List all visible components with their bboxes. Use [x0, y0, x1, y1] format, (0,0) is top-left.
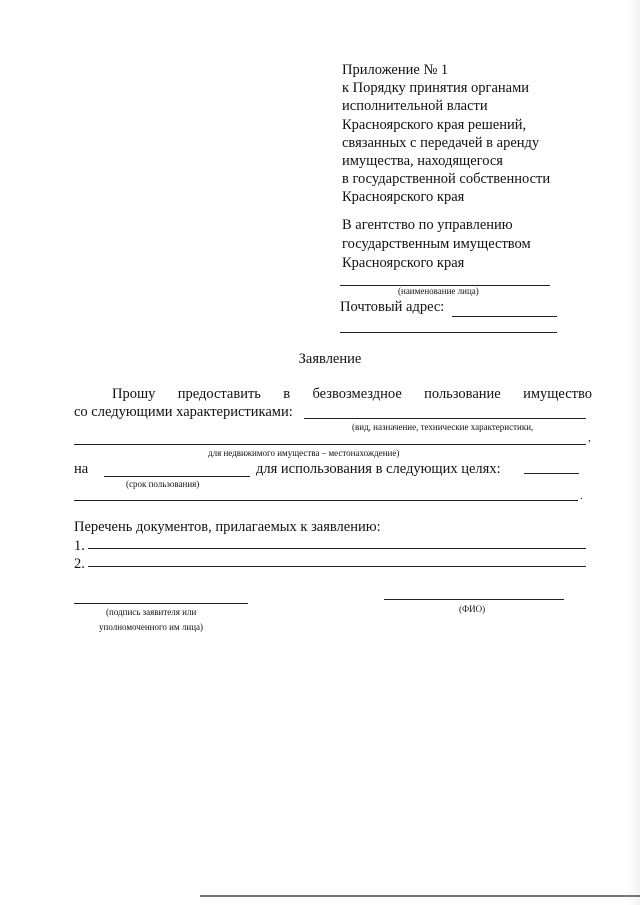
document-item-field-1[interactable]	[88, 548, 586, 549]
document-title: Заявление	[298, 351, 362, 367]
period-mark: .	[580, 490, 583, 502]
scan-bottom-edge	[200, 895, 640, 897]
appendix-line: исполнительной власти	[342, 98, 488, 115]
appendix-header	[342, 61, 550, 207]
fio-caption: (ФИО)	[459, 604, 486, 614]
document-item-field-2[interactable]	[88, 566, 586, 567]
characteristics-label: со следующими характеристиками:	[74, 404, 293, 420]
term-prefix: на	[74, 461, 89, 477]
scan-edge-shadow	[628, 0, 640, 905]
document-item-number: 1.	[74, 538, 85, 554]
appendix-line: имущества, находящегося	[342, 153, 503, 170]
document-item-number: 2.	[74, 556, 85, 572]
signature-field[interactable]	[74, 603, 248, 604]
postal-address-field[interactable]	[452, 316, 557, 317]
term-caption: (срок пользования)	[126, 479, 200, 489]
signature-caption: (подпись заявителя или	[106, 607, 197, 617]
request-word: в	[283, 386, 291, 402]
location-caption: для недвижимого имущества – местонахождение)	[208, 448, 400, 458]
purpose-field[interactable]	[524, 473, 579, 474]
addressee-line: Красноярского края	[342, 255, 465, 271]
request-word: пользование	[424, 386, 501, 402]
request-word: безвозмездное	[312, 386, 402, 402]
fio-field[interactable]	[384, 599, 564, 600]
characteristics-field-line2[interactable]	[74, 444, 586, 445]
appendix-line: Красноярского края	[342, 189, 465, 206]
characteristics-field[interactable]	[304, 418, 586, 419]
comma-mark: ,	[588, 432, 591, 444]
postal-address-field-line2[interactable]	[340, 332, 557, 333]
request-word: Прошу	[112, 386, 156, 402]
term-field[interactable]	[104, 476, 250, 477]
request-first-line	[112, 386, 592, 403]
appendix-line: к Порядку принятия органами	[342, 80, 530, 97]
request-word: предоставить	[177, 386, 261, 402]
purpose-label: для использования в следующих целях:	[256, 461, 501, 477]
applicant-name-caption: (наименование лица)	[398, 286, 479, 296]
request-word: имущество	[523, 386, 592, 402]
addressee-line: В агентство по управлению	[342, 217, 513, 233]
addressee-block	[342, 216, 531, 273]
appendix-line: связанных с передачей в аренду	[342, 134, 540, 151]
documents-heading: Перечень документов, прилагаемых к заявлению:	[74, 519, 381, 535]
addressee-line: государственным имуществом	[342, 236, 531, 252]
appendix-line: в государственной собственности	[342, 171, 551, 188]
postal-address-label: Почтовый адрес:	[340, 299, 445, 315]
purpose-field-line2[interactable]	[74, 500, 578, 501]
signature-caption: уполномоченного им лица)	[99, 622, 204, 632]
characteristics-caption: (вид, назначение, технические характеристики,	[352, 422, 534, 432]
appendix-line: Приложение № 1	[342, 62, 449, 78]
appendix-line: Красноярского края решений,	[342, 116, 527, 133]
